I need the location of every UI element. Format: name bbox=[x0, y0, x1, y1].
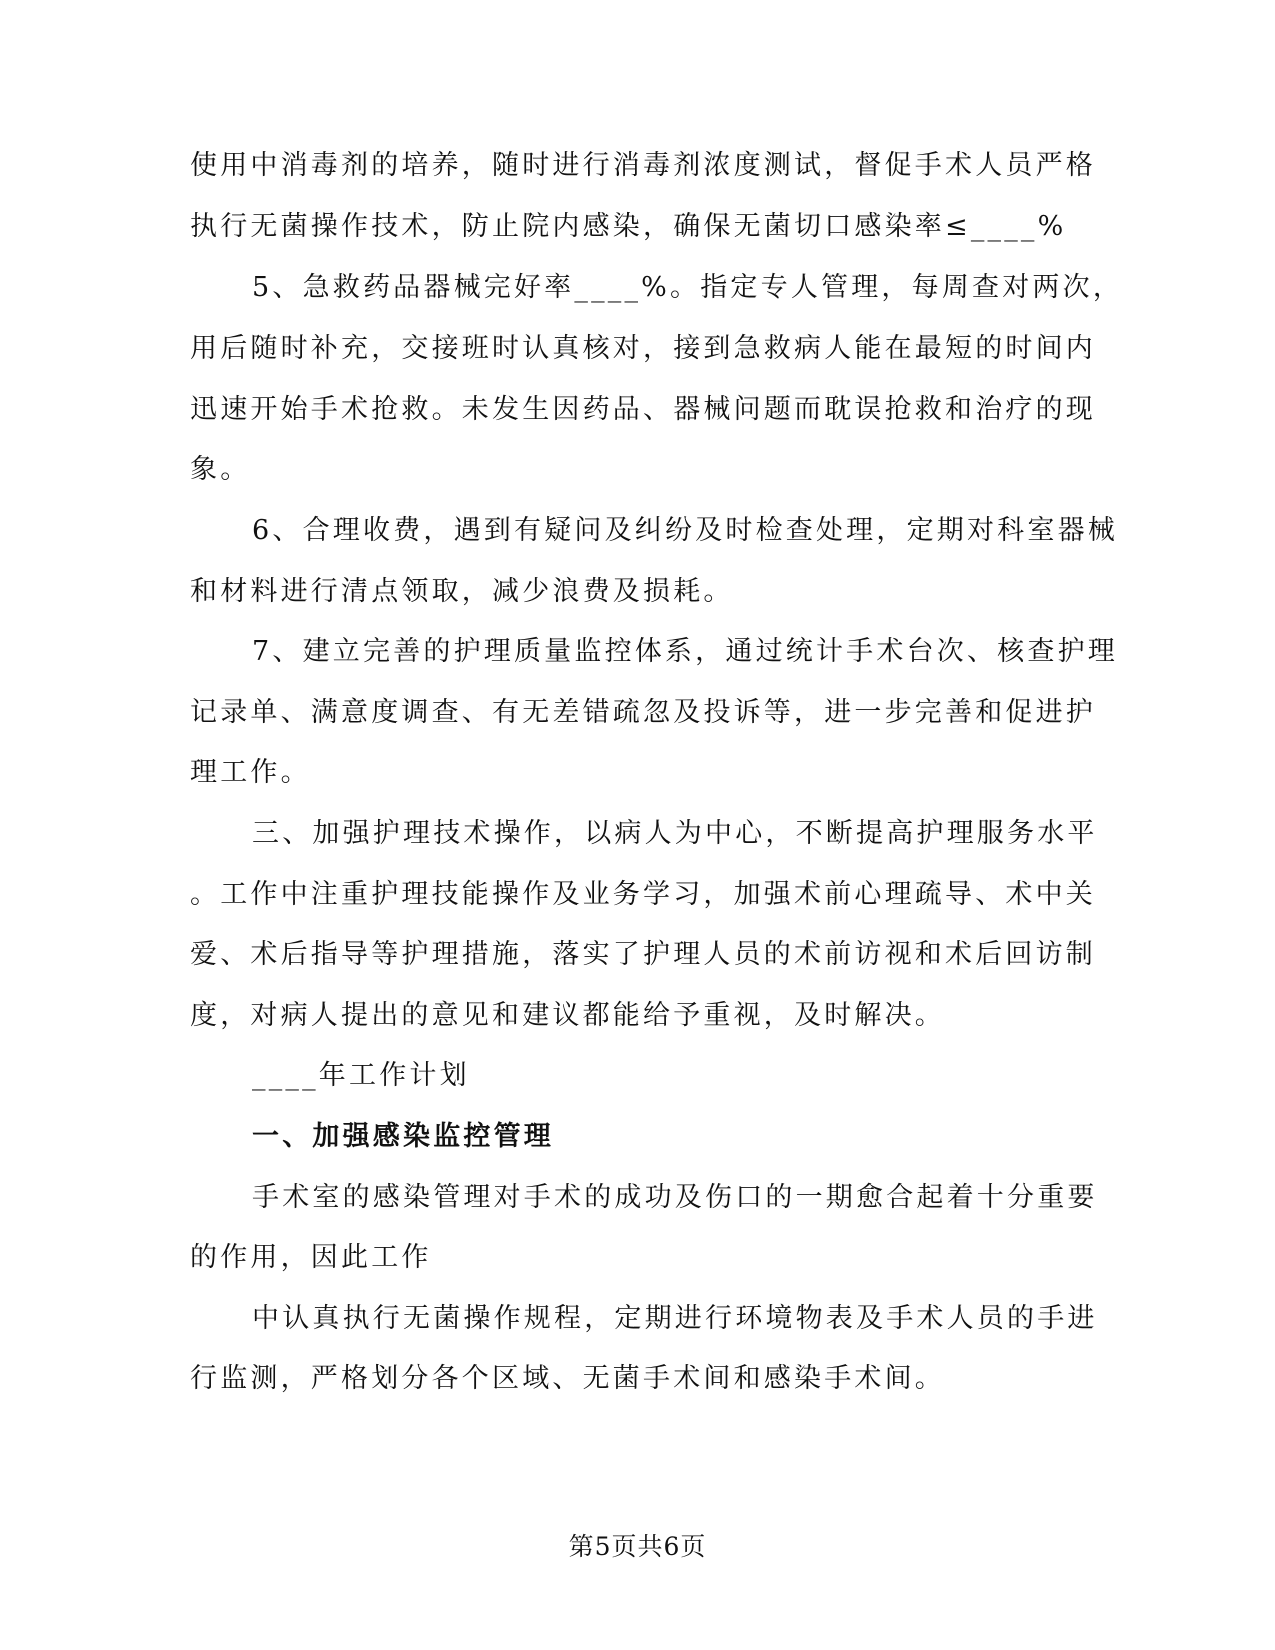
body-line: 记录单、满意度调查、有无差错疏忽及投诉等，进一步完善和促进护 bbox=[190, 697, 1096, 728]
body-line: 迅速开始手术抢救。未发生因药品、器械问题而耽误抢救和治疗的现 bbox=[190, 394, 1096, 425]
list-item-6: 6、合理收费，遇到有疑问及纠纷及时检查处理，定期对科室器械 bbox=[252, 515, 1118, 546]
body-line: 的作用，因此工作 bbox=[190, 1242, 432, 1273]
body-line: 手术室的感染管理对手术的成功及伤口的一期愈合起着十分重要 bbox=[252, 1182, 1098, 1213]
list-item-7: 7、建立完善的护理质量监控体系，通过统计手术台次、核查护理 bbox=[252, 636, 1118, 667]
body-line: 行监测，严格划分各个区域、无菌手术间和感染手术间。 bbox=[190, 1363, 945, 1394]
list-item-5: 5、急救药品器械完好率____%。指定专人管理，每周查对两次， bbox=[252, 272, 1124, 303]
body-line: 象。 bbox=[190, 454, 251, 485]
body-line: 。工作中注重护理技能操作及业务学习，加强术前心理疏导、术中关 bbox=[190, 879, 1096, 910]
body-line: 爱、术后指导等护理措施，落实了护理人员的术前访视和术后回访制 bbox=[190, 939, 1096, 970]
body-line: 度，对病人提出的意见和建议都能给予重视，及时解决。 bbox=[190, 1000, 945, 1031]
plan-heading: ____年工作计划 bbox=[252, 1060, 470, 1091]
body-line: 理工作。 bbox=[190, 757, 311, 788]
section-three: 三、加强护理技术操作，以病人为中心，不断提高护理服务水平 bbox=[252, 818, 1098, 849]
section-one-heading: 一、加强感染监控管理 bbox=[252, 1121, 554, 1152]
page-footer: 第5页共6页 bbox=[568, 1532, 707, 1561]
body-line: 和材料进行清点领取，减少浪费及损耗。 bbox=[190, 576, 734, 607]
body-line: 中认真执行无菌操作规程，定期进行环境物表及手术人员的手进 bbox=[252, 1303, 1098, 1334]
body-line: 使用中消毒剂的培养，随时进行消毒剂浓度测试，督促手术人员严格 bbox=[190, 150, 1096, 181]
body-line: 用后随时补充，交接班时认真核对，接到急救病人能在最短的时间内 bbox=[190, 333, 1096, 364]
body-line: 执行无菌操作技术，防止院内感染，确保无菌切口感染率≤____% bbox=[190, 211, 1067, 242]
